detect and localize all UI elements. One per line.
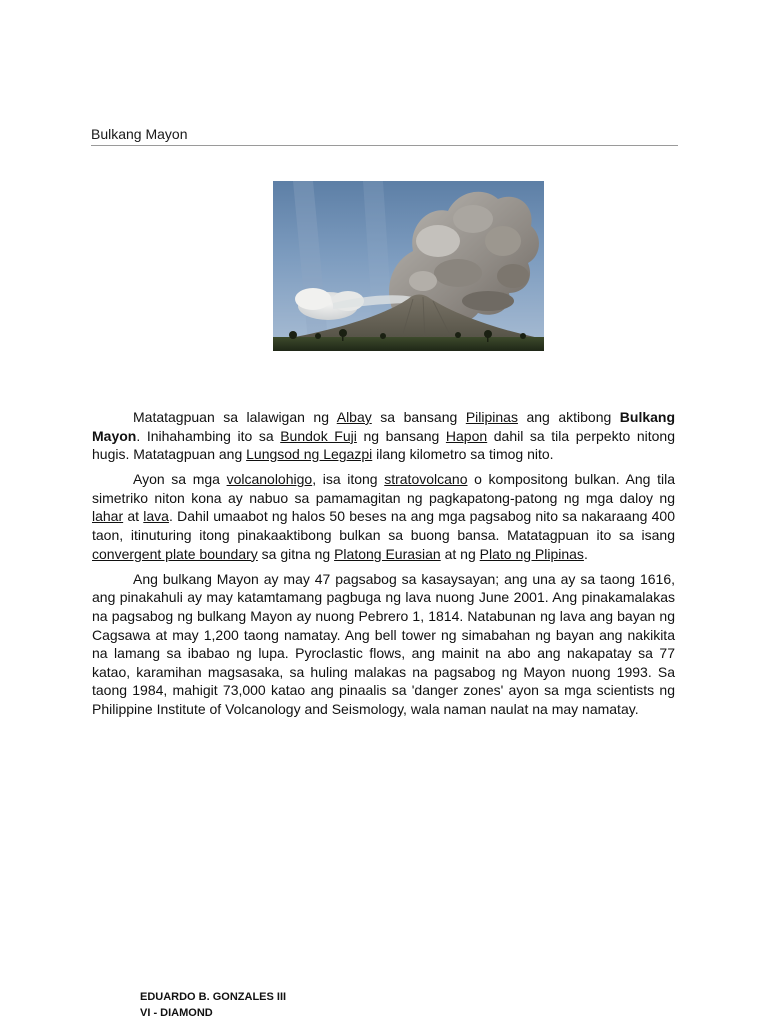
- author-name: EDUARDO B. GONZALES III: [140, 991, 287, 1003]
- header-title: Bulkang Mayon: [91, 126, 188, 142]
- text-run: Matatagpuan sa lalawigan ng: [133, 409, 337, 425]
- mayon-eruption-photo: [273, 181, 544, 351]
- text-run: at ng: [440, 545, 480, 562]
- page-header: [91, 126, 678, 146]
- text-run: ang aktibong: [517, 409, 620, 425]
- text-run: , isa itong: [312, 471, 385, 488]
- wiki-link[interactable]: convergent plate boundary: [92, 545, 258, 562]
- wiki-link[interactable]: Lungsod ng Legazpi: [246, 446, 373, 463]
- wiki-link[interactable]: Hapon: [445, 427, 488, 444]
- author-section: VI - DIAMOND: [140, 1007, 213, 1019]
- text-run: Ayon sa mga: [133, 471, 227, 488]
- text-run: ng bansang: [356, 427, 446, 444]
- text-run: . Dahil umaabot ng halos 50 beses na ang mga pagsabog nito sa nakaraang 400 taon, itinuturing itong pinakaaktibong bulkan sa buong bansa. Matatagpuan ito sa isang: [92, 508, 675, 544]
- wiki-link[interactable]: stratovolcano: [384, 471, 468, 488]
- text-run: sa gitna ng: [257, 545, 335, 562]
- wiki-link[interactable]: volcanolohigo: [226, 471, 313, 488]
- wiki-link[interactable]: Pilipinas: [465, 409, 518, 425]
- author-block: [140, 989, 286, 1021]
- wiki-link[interactable]: Plato ng Plipinas: [479, 545, 584, 562]
- wiki-link[interactable]: lava: [143, 508, 169, 525]
- paragraph: [92, 470, 675, 563]
- text-run: dahil sa tila perpekto nitong hugis. Matatagpuan ang: [92, 427, 675, 463]
- wiki-link[interactable]: lahar: [92, 508, 124, 525]
- wiki-link[interactable]: Bundok Fuji: [280, 427, 357, 444]
- text-run: Ang bulkang Mayon ay may 47 pagsabog sa kasaysayan; ang una ay sa taong 1616, ang pinakahuli ay may katamtamang pagbuga ng lava nuong June 2001. Ang pinakamalakas na pagsabog ng bulkang Mayon ay nuong Pebrero 1, 1814. Natabunan ng lava ang bayan ng Cagsawa at may 1,200 taong namatay. Ang bell tower ng simabahan ng bayan ang nakikita na lamang sa ibabao ng lupa. Pyroclastic flows, ang mainit na abo ang nakapatay sa 77 katao, karamihan magsasaka, sa huling malakas na pagsabog ng Mayon nuong 1993. Sa taong 1984, mahigit 73,000 katao ang pinaalis sa 'danger zones' ayon sa mga scientists ng Philippine Institute of Volcanology and Seismology, wala naman naulat na may namatay.: [92, 570, 675, 717]
- text-run: .: [583, 545, 588, 562]
- text-run: sa bansang: [371, 409, 466, 425]
- wiki-link[interactable]: Albay: [336, 409, 372, 425]
- paragraph: [92, 570, 675, 719]
- article-body: [92, 408, 675, 725]
- bold-term: Bulkang Mayon: [92, 409, 676, 444]
- text-run: . Inihahambing ito sa: [136, 427, 281, 444]
- text-run: at: [123, 508, 144, 525]
- text-run: ilang kilometro sa timog nito.: [372, 446, 554, 463]
- paragraph: [92, 408, 675, 464]
- text-run: o kompositong bulkan. Ang tila simetriko niton kona ay nabuo sa pamamagitan ng pagkapatong-patong ng mga daloy ng: [92, 471, 675, 506]
- wiki-link[interactable]: Platong Eurasian: [334, 545, 441, 562]
